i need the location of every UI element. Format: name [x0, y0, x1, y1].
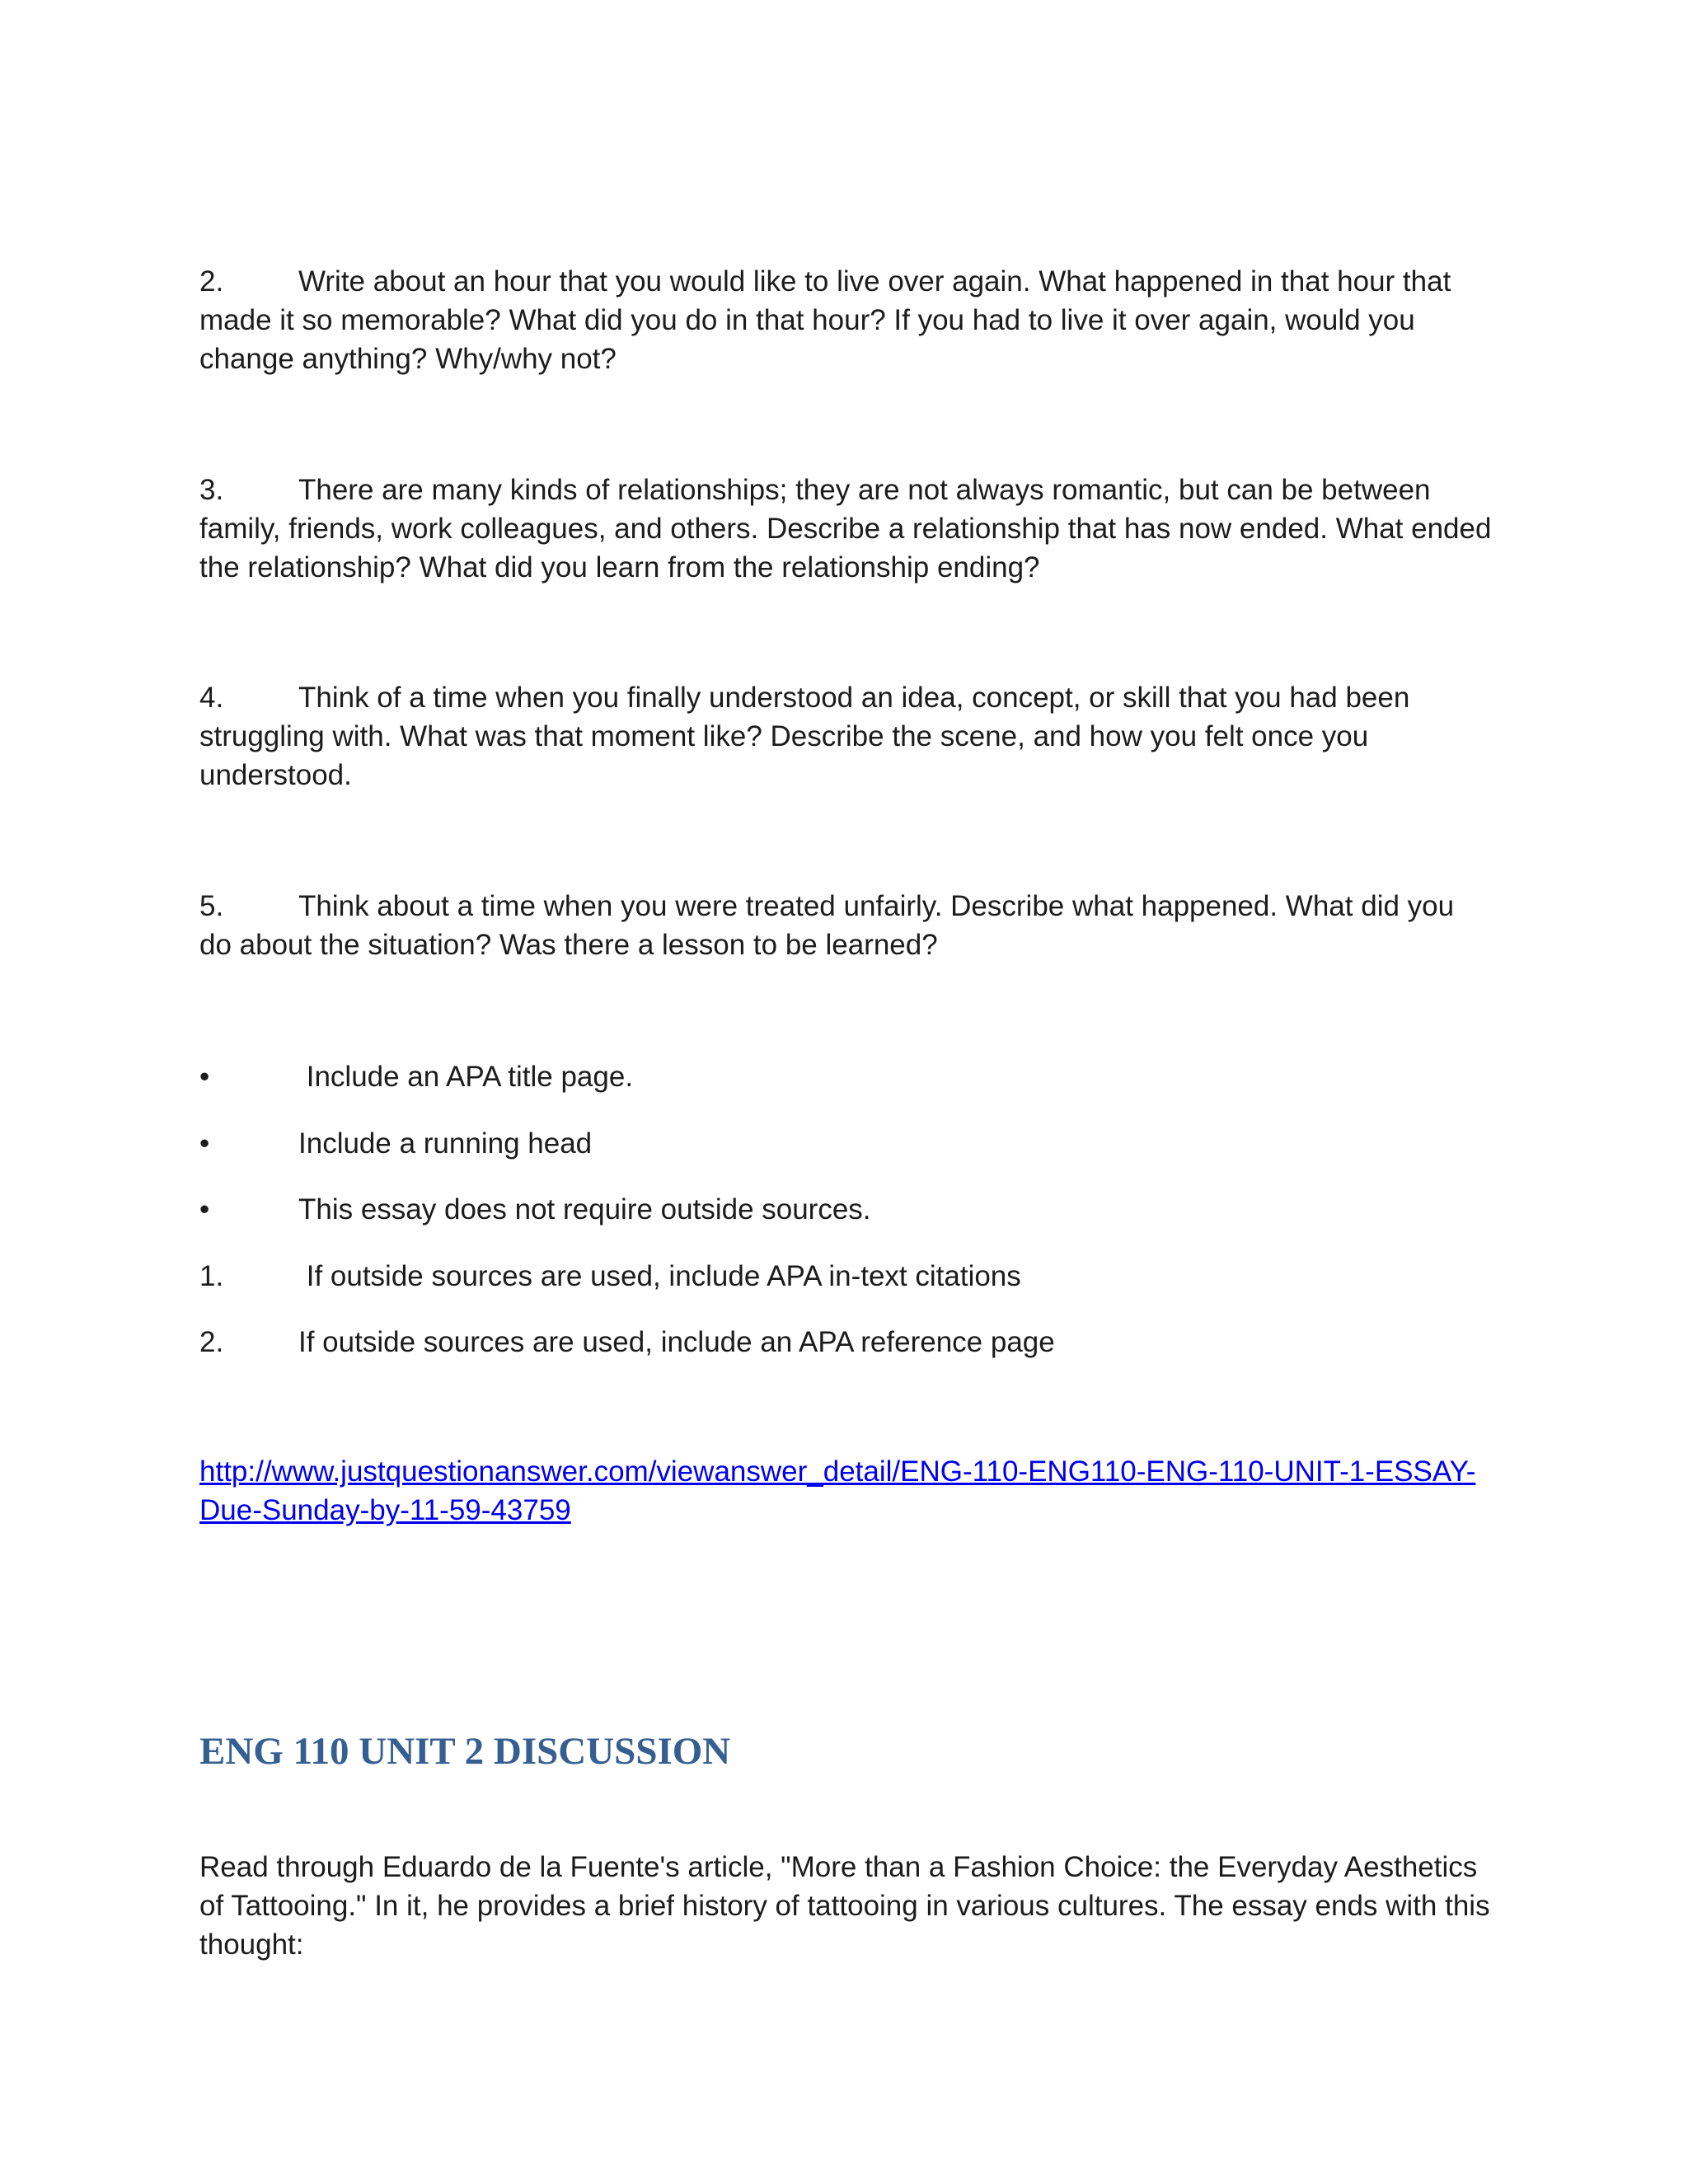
requirement-item	[199, 1323, 1493, 1361]
prompt-5	[199, 887, 1493, 964]
prompt-number: 3.	[199, 474, 224, 506]
bullet-marker: •	[199, 1127, 210, 1160]
prompt-text: Think about a time when you were treated unfairly. Describe what happened. What did you do about the situation? Was there a lesson to be learned?	[199, 890, 1455, 961]
requirement-item	[199, 1124, 1493, 1163]
prompt-3	[199, 471, 1493, 587]
intro-paragraph: Read through Eduardo de la Fuente's article, "More than a Fashion Choice: the Everyday Aesthetics of Tattooing." In it, he provides a brief history of tattooing in various cultures. The essay ends with this thought:	[199, 1851, 1490, 1961]
prompt-text: There are many kinds of relationships; they are not always romantic, but can be between family, friends, work colleagues, and others. Describe a relationship that has now ended. What ended the relationship? What did you learn from the relationship ending?	[199, 474, 1492, 583]
source-link[interactable]: http://www.justquestionanswer.com/viewanswer_detail/ENG-110-ENG110-ENG-110-UNIT-1-ESSAY-Due-Sunday-by-11-59-43759	[199, 1455, 1476, 1526]
prompt-text: Write about an hour that you would like to live over again. What happened in that hour that made it so memorable? What did you do in that hour? If you had to live it over again, would you change anything? Why/why not?	[199, 265, 1451, 375]
list-number: 2.	[199, 1326, 224, 1358]
requirement-text: Include an APA title page.	[298, 1061, 634, 1093]
prompt-number: 2.	[199, 265, 224, 298]
prompt-4	[199, 678, 1493, 794]
bullet-marker: •	[199, 1193, 210, 1226]
prompt-number: 5.	[199, 890, 224, 922]
prompt-text: Think of a time when you finally understood an idea, concept, or skill that you had been struggling with. What was that moment like? Describe the scene, and how you felt once you understood.	[199, 682, 1410, 791]
requirement-text: If outside sources are used, include APA in-text citations	[298, 1260, 1021, 1292]
requirement-text: Include a running head	[298, 1127, 593, 1160]
requirement-text: This essay does not require outside sources.	[298, 1193, 871, 1226]
prompt-2	[199, 262, 1493, 378]
requirement-item	[199, 1190, 1493, 1229]
section-heading: ENG 110 UNIT 2 DISCUSSION	[199, 1730, 731, 1773]
requirement-item	[199, 1057, 1493, 1096]
prompt-number: 4.	[199, 682, 224, 714]
requirement-text: If outside sources are used, include an APA reference page	[298, 1326, 1055, 1358]
requirement-item	[199, 1257, 1493, 1296]
bullet-marker: •	[199, 1061, 210, 1093]
list-number: 1.	[199, 1260, 224, 1292]
